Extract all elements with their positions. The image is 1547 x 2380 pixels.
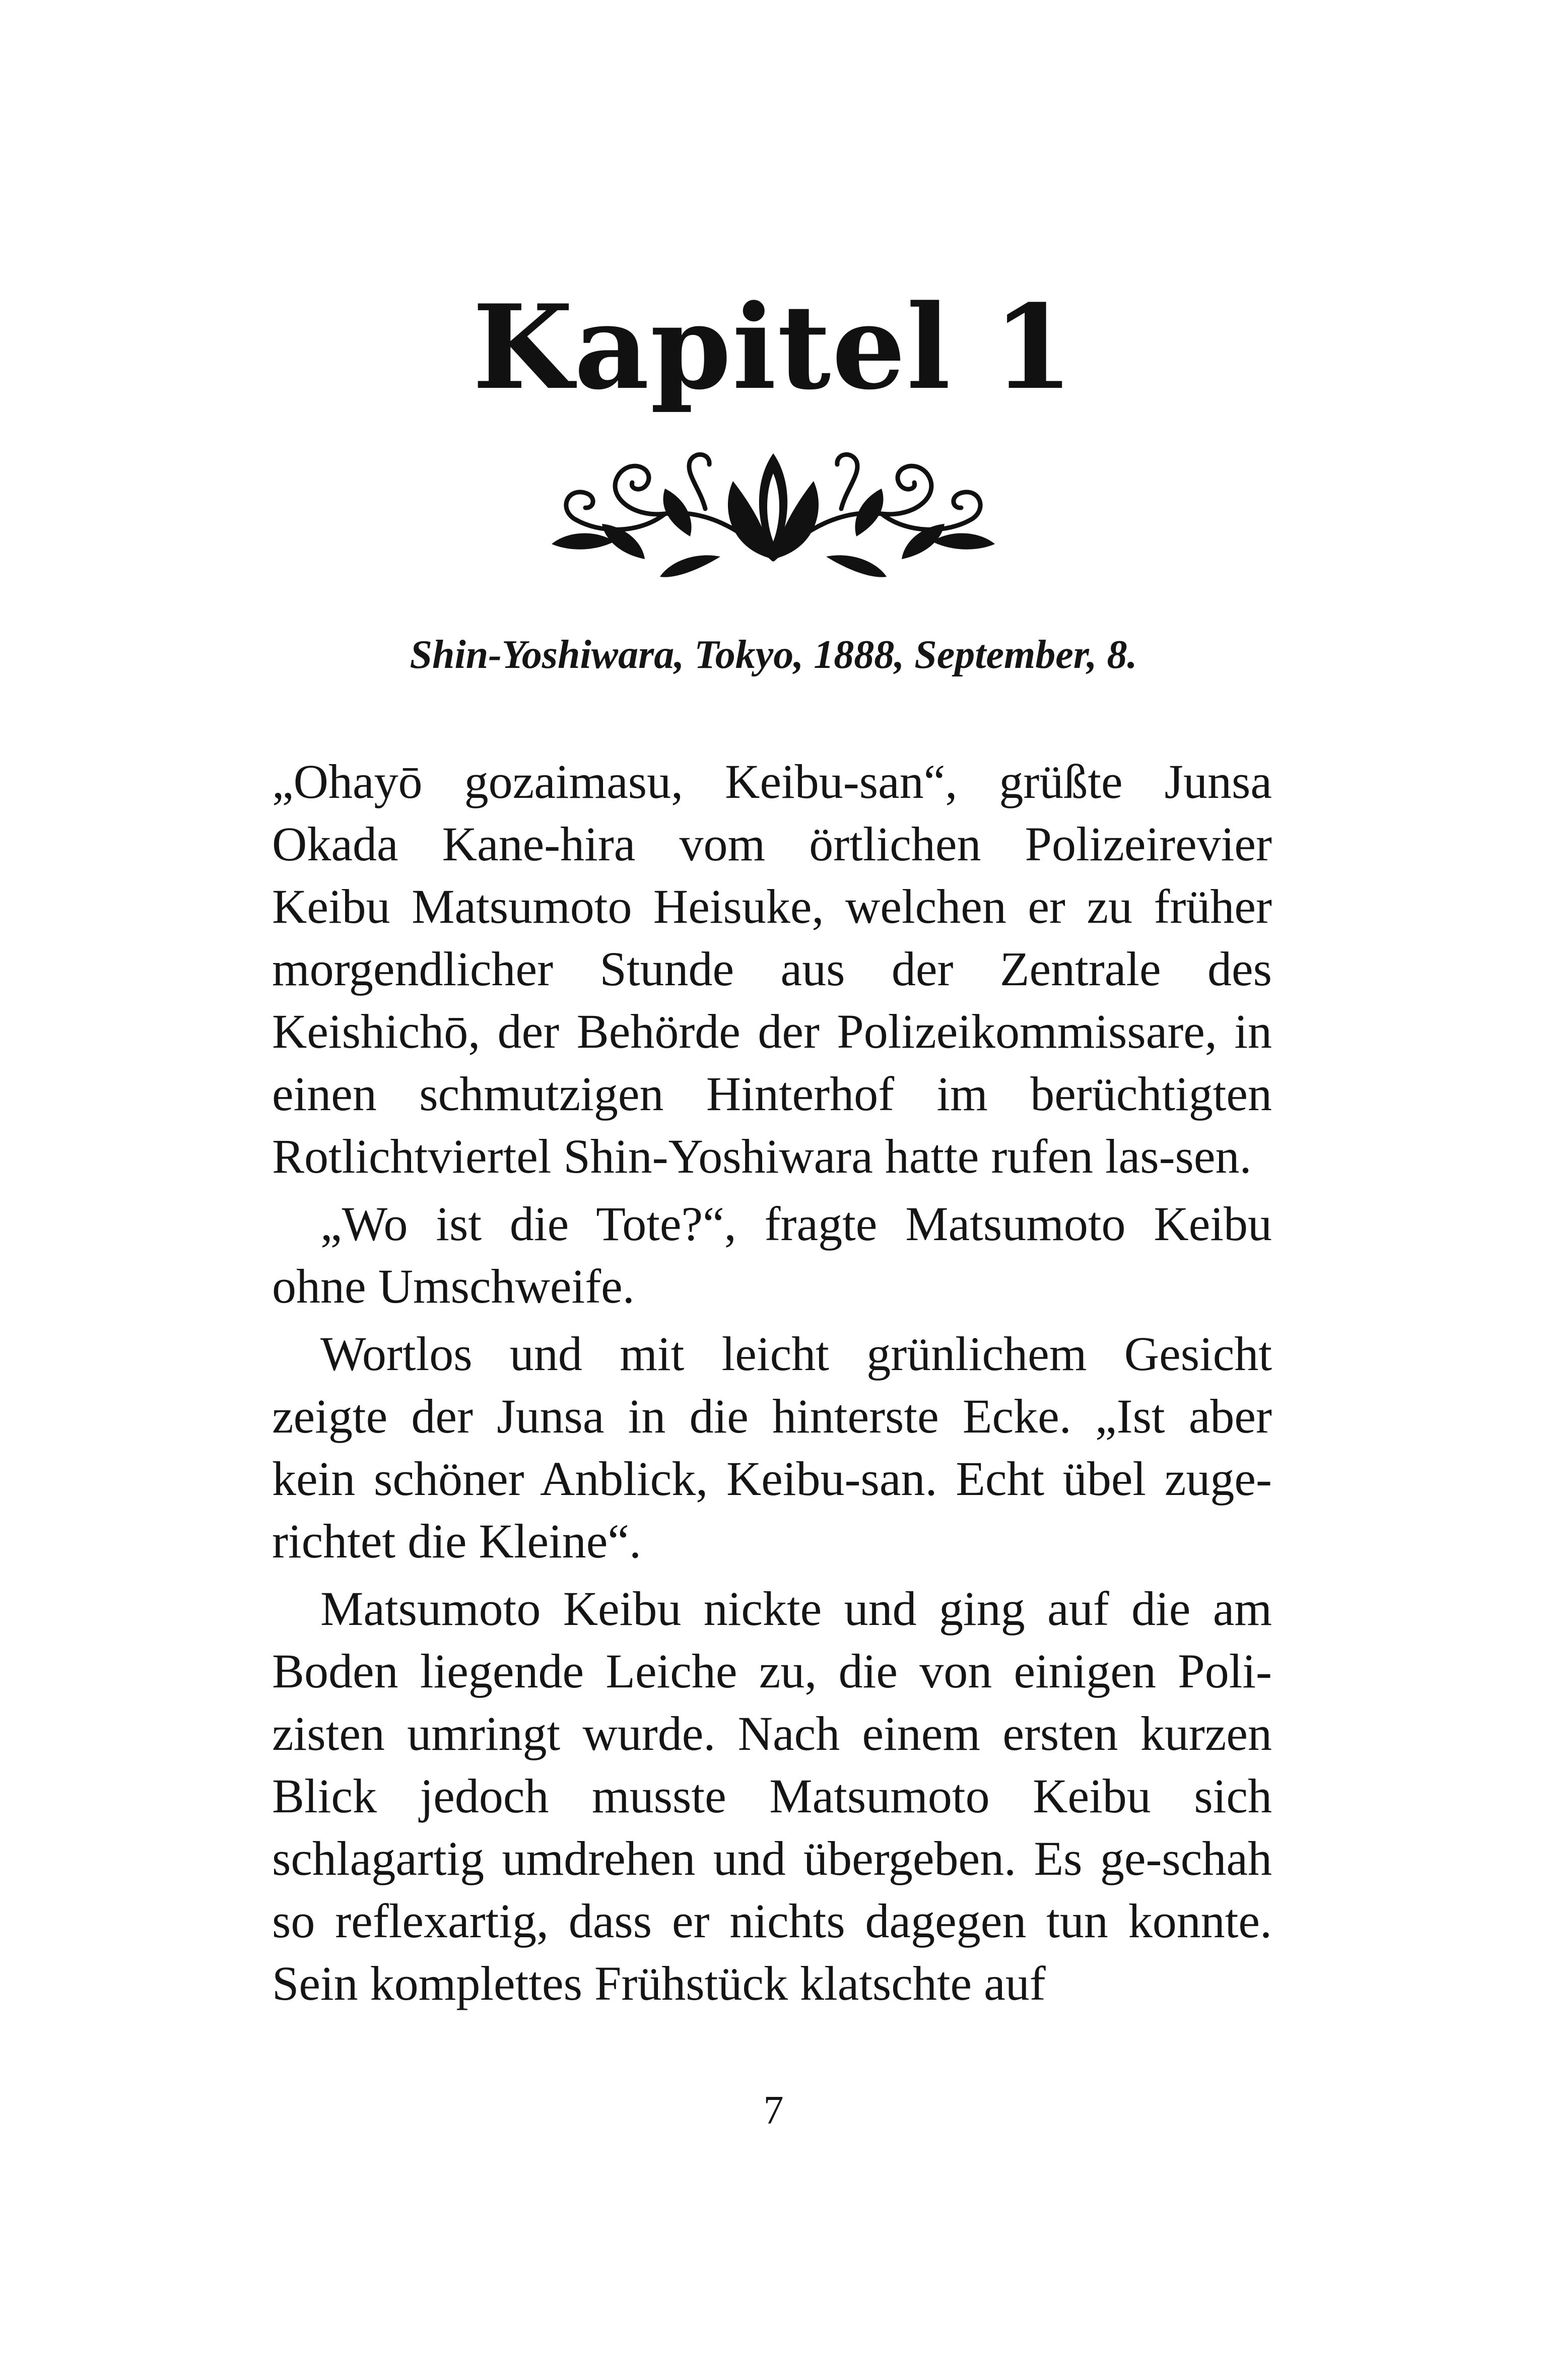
paragraph: Matsumoto Keibu nickte und ging auf die am Boden liegende Leiche zu, die von einigen Poli-zisten umringt wurde. Nach einem ersten kurzen Blick jedoch musste Matsumoto Keibu sich schlagartig umdrehen und übergeben. Es ge-schah so reflexartig, dass er nichts dagegen tun konnte. Sein komplettes Frühstück klatschte auf: [272, 1582, 1272, 2010]
chapter-body: [272, 751, 1272, 2020]
paragraph: „Ohayō gozaimasu, Keibu-san“, grüßte Junsa Okada Kane-hira vom örtlichen Polizeirevier Keibu Matsumoto Heisuke, welchen er zu früher morgendlicher Stunde aus der Zentrale des Keishichō, der Behörde der Polizeikommissare, in einen schmutzigen Hinterhof im berüchtigten Rotlichtviertel Shin-Yoshiwara hatte rufen las-sen.: [272, 755, 1272, 1183]
chapter-title: Kapitel 1: [472, 280, 1075, 416]
floral-ornament-icon: [539, 433, 1007, 589]
page-number: 7: [763, 2088, 784, 2133]
place-date-heading: Shin-Yoshiwara, Tokyo, 1888, September, 8.: [410, 633, 1137, 677]
paragraph: „Wo ist die Tote?“, fragte Matsumoto Keibu ohne Umschweife.: [272, 1197, 1272, 1313]
paragraph: Wortlos und mit leicht grünlichem Gesicht zeigte der Junsa in die hinterste Ecke. „Ist aber kein schöner Anblick, Keibu-san. Echt übel zuge-richtet die Kleine“.: [272, 1327, 1272, 1568]
